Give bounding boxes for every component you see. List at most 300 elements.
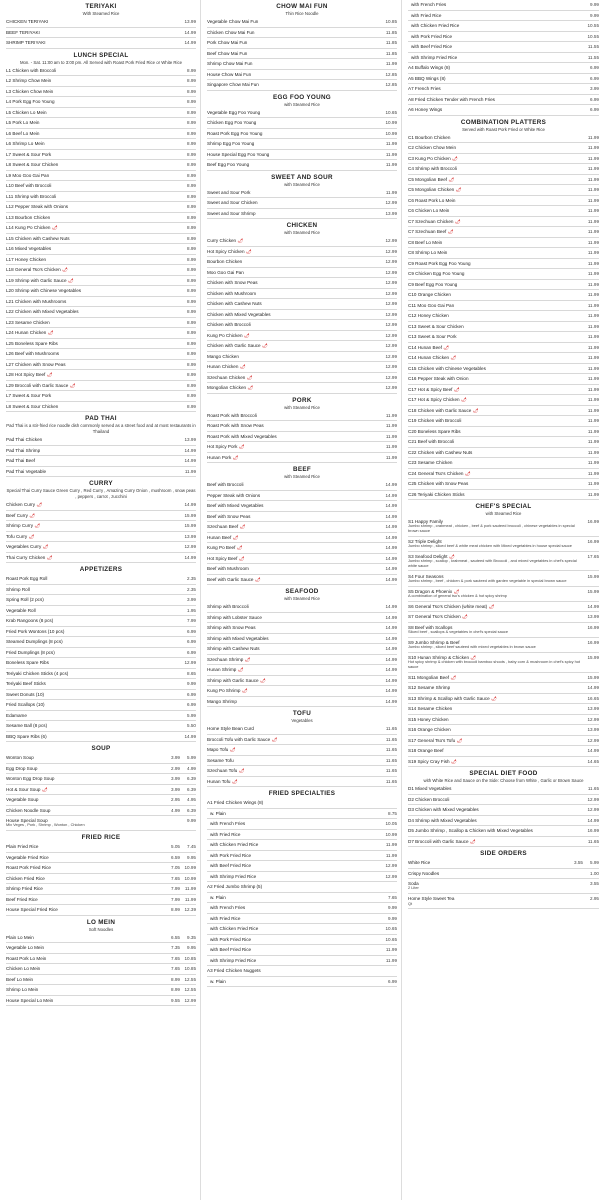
menu-item[interactable] [6, 181, 196, 192]
menu-item[interactable] [408, 248, 599, 259]
menu-item[interactable] [6, 318, 196, 329]
menu-item[interactable] [6, 764, 196, 775]
menu-item[interactable] [207, 198, 397, 209]
menu-item[interactable] [207, 236, 397, 247]
menu-item[interactable] [408, 301, 599, 312]
menu-item[interactable] [6, 721, 196, 732]
menu-item[interactable] [6, 785, 196, 796]
menu-item[interactable] [408, 571, 599, 586]
menu-item[interactable] [207, 28, 397, 39]
menu-item[interactable] [408, 133, 599, 144]
menu-item[interactable] [6, 108, 196, 119]
menu-item[interactable] [408, 805, 599, 816]
menu-item-price: 11.55 [587, 54, 599, 60]
menu-item[interactable] [207, 59, 397, 70]
menu-item[interactable] [408, 32, 599, 43]
menu-item[interactable] [207, 501, 397, 512]
menu-item[interactable] [207, 613, 397, 624]
menu-item[interactable] [207, 49, 397, 60]
menu-item[interactable] [6, 286, 196, 297]
menu-item[interactable] [6, 669, 196, 680]
menu-item-price: 11.99 [587, 418, 599, 424]
menu-item[interactable] [207, 533, 397, 544]
menu-item[interactable] [6, 213, 196, 224]
menu-item[interactable] [408, 374, 599, 385]
menu-item-name: Vegetable Lo Mein [6, 945, 45, 951]
menu-item[interactable] [408, 837, 599, 848]
menu-item[interactable] [408, 332, 599, 343]
menu-item[interactable] [6, 774, 196, 785]
menu-item-name: Beef with Broccoli [207, 482, 244, 488]
menu-item[interactable] [6, 202, 196, 213]
menu-item[interactable] [207, 320, 397, 331]
menu-item[interactable] [408, 694, 599, 705]
menu-item[interactable] [207, 522, 397, 533]
menu-item[interactable] [6, 711, 196, 722]
menu-item[interactable] [408, 602, 599, 613]
menu-item[interactable] [6, 38, 196, 49]
menu-item[interactable] [408, 206, 599, 217]
menu-item-price: 11.99 [385, 957, 397, 963]
menu-item[interactable] [6, 606, 196, 617]
menu-item[interactable] [207, 108, 397, 119]
menu-item[interactable] [408, 238, 599, 249]
menu-item[interactable] [408, 757, 599, 768]
menu-item[interactable] [6, 964, 196, 975]
menu-item[interactable] [207, 383, 397, 394]
menu-item-cell [207, 625, 381, 630]
menu-item[interactable] [207, 341, 397, 352]
menu-item[interactable] [207, 819, 397, 830]
menu-item[interactable] [6, 648, 196, 659]
menu-item[interactable] [6, 658, 196, 669]
menu-item-price: 11.99 [587, 176, 599, 182]
menu-item[interactable] [207, 80, 397, 91]
menu-item[interactable] [408, 105, 599, 116]
menu-item[interactable] [408, 95, 599, 106]
menu-item[interactable] [6, 467, 196, 478]
menu-item[interactable] [6, 276, 196, 287]
menu-item-name: Home Style Bean Curd [207, 726, 254, 732]
menu-item[interactable] [207, 914, 397, 925]
menu-item[interactable] [6, 17, 196, 28]
menu-item[interactable] [207, 724, 397, 735]
menu-item[interactable] [6, 28, 196, 39]
menu-item[interactable] [6, 753, 196, 764]
menu-item[interactable] [6, 521, 196, 532]
menu-item[interactable] [6, 574, 196, 585]
menu-item[interactable] [207, 830, 397, 841]
menu-item[interactable] [6, 700, 196, 711]
menu-item-cell [408, 655, 583, 670]
menu-item[interactable] [207, 872, 397, 883]
menu-item-cell [207, 747, 381, 752]
menu-item[interactable] [408, 343, 599, 354]
menu-item[interactable] [408, 154, 599, 165]
menu-item[interactable] [207, 373, 397, 384]
menu-item[interactable] [207, 278, 397, 289]
menu-item[interactable] [207, 945, 397, 956]
menu-item[interactable] [207, 129, 397, 140]
menu-item[interactable] [207, 966, 397, 977]
menu-item[interactable] [6, 874, 196, 885]
menu-item[interactable] [408, 858, 599, 869]
menu-item[interactable] [408, 683, 599, 694]
menu-item-name: C9 Chicken Egg Foo Young [408, 271, 465, 277]
menu-item[interactable] [207, 491, 397, 502]
menu-item[interactable] [6, 954, 196, 965]
menu-item[interactable] [408, 552, 599, 572]
menu-item[interactable] [408, 479, 599, 490]
menu-item[interactable] [408, 826, 599, 837]
menu-item-name: Sweet Donuts (10) [6, 691, 45, 697]
menu-item[interactable] [408, 259, 599, 270]
menu-item[interactable] [6, 370, 196, 381]
chili-pepper-icon: 🌶 [447, 176, 455, 182]
menu-item[interactable] [408, 517, 599, 537]
menu-item[interactable] [207, 924, 397, 935]
menu-item[interactable] [408, 673, 599, 684]
menu-item[interactable] [6, 255, 196, 266]
menu-item[interactable] [207, 17, 397, 28]
menu-item-cell [6, 713, 180, 718]
menu-item[interactable] [6, 435, 196, 446]
menu-item[interactable] [408, 227, 599, 238]
menu-item[interactable] [408, 42, 599, 53]
menu-item-name: D4 Shrimp with Mixed Vegetables [408, 817, 477, 823]
menu-item[interactable] [207, 665, 397, 676]
menu-item[interactable] [6, 996, 196, 1007]
menu-item[interactable] [408, 612, 599, 623]
menu-item[interactable] [6, 616, 196, 627]
menu-item-name: Soda [408, 881, 419, 887]
menu-item[interactable] [207, 432, 397, 443]
menu-item-name: Shrimp with Mixed Vegetables [207, 635, 269, 641]
menu-item[interactable] [408, 395, 599, 406]
menu-item[interactable] [6, 381, 196, 392]
menu-item-price: 10.99 [385, 831, 397, 837]
menu-item-cell [408, 198, 583, 203]
menu-item-cell [6, 215, 180, 220]
menu-item[interactable] [207, 903, 397, 914]
menu-item[interactable] [207, 453, 397, 464]
menu-item[interactable] [6, 307, 196, 318]
menu-item[interactable] [408, 53, 599, 64]
menu-item-price-small: 3.99 [171, 776, 180, 782]
menu-item[interactable] [6, 171, 196, 182]
menu-item-name: L7 Sweet & Sour Pork [6, 393, 52, 399]
section-subtitle: Special Thai Curry Sauce Green Curry , Red Curry , Amazing Curry Onion , mushroom , snow peas , peppers , carrot , zucchini [6, 488, 196, 499]
menu-item[interactable] [207, 421, 397, 432]
menu-item[interactable] [6, 244, 196, 255]
menu-item-name: C4 Shrimp with Broccoli [408, 166, 457, 172]
menu-item[interactable] [207, 756, 397, 767]
menu-item[interactable] [6, 118, 196, 129]
menu-item[interactable] [408, 704, 599, 715]
menu-item[interactable] [6, 690, 196, 701]
menu-item-name: Mango Shrimp [207, 698, 237, 704]
menu-item[interactable] [6, 943, 196, 954]
menu-item-price-large: 12.55 [184, 976, 196, 982]
menu-item[interactable] [6, 933, 196, 944]
menu-item[interactable] [207, 150, 397, 161]
menu-item-price: 11.99 [587, 397, 599, 403]
menu-item[interactable] [408, 143, 599, 154]
menu-item[interactable] [6, 76, 196, 87]
menu-item[interactable] [408, 869, 599, 880]
menu-item[interactable] [207, 118, 397, 129]
menu-item[interactable] [6, 192, 196, 203]
menu-item[interactable] [6, 585, 196, 596]
menu-item[interactable] [207, 188, 397, 199]
menu-item[interactable] [408, 715, 599, 726]
menu-item[interactable] [207, 331, 397, 342]
menu-item[interactable] [207, 676, 397, 687]
menu-item[interactable] [207, 861, 397, 872]
menu-item[interactable] [408, 21, 599, 32]
menu-item[interactable] [408, 537, 599, 552]
menu-item[interactable] [408, 458, 599, 469]
menu-item[interactable] [207, 299, 397, 310]
menu-item-cell [207, 82, 381, 87]
menu-item[interactable] [207, 697, 397, 708]
menu-item[interactable] [408, 416, 599, 427]
menu-item[interactable] [6, 446, 196, 457]
menu-item[interactable] [408, 196, 599, 207]
menu-item[interactable] [6, 842, 196, 853]
menu-item-price-large: 9.99 [187, 818, 196, 824]
menu-item[interactable] [408, 894, 599, 909]
menu-item[interactable] [6, 595, 196, 606]
menu-item[interactable] [408, 84, 599, 95]
menu-item[interactable] [6, 542, 196, 553]
menu-item[interactable] [6, 627, 196, 638]
menu-item-price-small: 7.35 [171, 945, 180, 951]
menu-item[interactable] [6, 853, 196, 864]
menu-item-name: Pad Thai Beef [6, 458, 36, 464]
menu-item[interactable] [6, 500, 196, 511]
menu-item[interactable] [6, 349, 196, 360]
menu-item[interactable] [408, 490, 599, 501]
menu-item[interactable] [6, 895, 196, 906]
menu-item-cell [6, 608, 180, 613]
menu-item[interactable] [6, 160, 196, 171]
menu-item-price-large: 9.95 [187, 854, 196, 860]
menu-item[interactable] [6, 339, 196, 350]
menu-item[interactable] [6, 360, 196, 371]
menu-item[interactable] [207, 554, 397, 565]
menu-item[interactable] [408, 437, 599, 448]
menu-item-price: 11.85 [385, 50, 397, 56]
menu-item-price-large: 10.99 [184, 875, 196, 881]
menu-item-price-large: 12.55 [184, 987, 196, 993]
menu-item[interactable] [6, 816, 196, 831]
menu-item[interactable] [408, 406, 599, 417]
menu-item[interactable] [207, 893, 397, 904]
menu-item[interactable] [207, 352, 397, 363]
menu-item[interactable] [6, 150, 196, 161]
menu-item[interactable] [408, 623, 599, 638]
menu-item[interactable] [6, 328, 196, 339]
menu-item[interactable] [408, 587, 599, 602]
menu-item[interactable] [6, 975, 196, 986]
menu-item[interactable] [6, 679, 196, 690]
menu-item[interactable] [6, 795, 196, 806]
menu-item[interactable] [6, 66, 196, 77]
menu-item[interactable] [408, 736, 599, 747]
menu-item[interactable] [6, 905, 196, 916]
chili-pepper-icon: 🌶 [463, 470, 471, 476]
menu-section [207, 91, 397, 171]
menu-item[interactable] [6, 637, 196, 648]
menu-item[interactable] [408, 217, 599, 228]
menu-item-cell [408, 177, 583, 182]
menu-item-price: 8.99 [187, 382, 196, 388]
menu-item[interactable] [207, 655, 397, 666]
menu-item[interactable] [408, 185, 599, 196]
menu-item-price: 11.99 [587, 134, 599, 140]
menu-item[interactable] [408, 816, 599, 827]
menu-item[interactable] [408, 353, 599, 364]
menu-item[interactable] [207, 623, 397, 634]
menu-item[interactable] [207, 70, 397, 81]
menu-item[interactable] [207, 686, 397, 697]
menu-item[interactable] [207, 882, 397, 893]
menu-item[interactable] [207, 442, 397, 453]
menu-item[interactable] [207, 257, 397, 268]
menu-item[interactable] [6, 985, 196, 996]
menu-item[interactable] [408, 784, 599, 795]
menu-item[interactable] [408, 74, 599, 85]
menu-item[interactable] [6, 297, 196, 308]
menu-item-price: 11.99 [587, 229, 599, 235]
menu-item[interactable] [408, 795, 599, 806]
menu-item-name: Pad Thai Vegetable [6, 468, 47, 474]
menu-item[interactable] [408, 63, 599, 74]
menu-item[interactable] [207, 512, 397, 523]
menu-item-cell [207, 270, 381, 275]
menu-item[interactable] [6, 806, 196, 817]
menu-item[interactable] [207, 798, 397, 809]
menu-item[interactable] [6, 456, 196, 467]
menu-item[interactable] [6, 223, 196, 234]
menu-item[interactable] [6, 391, 196, 402]
menu-item[interactable] [207, 38, 397, 49]
menu-item-price: 11.99 [587, 334, 599, 340]
menu-item[interactable] [408, 164, 599, 175]
menu-item[interactable] [6, 97, 196, 108]
menu-item[interactable] [207, 840, 397, 851]
menu-item[interactable] [408, 280, 599, 291]
menu-item[interactable] [408, 746, 599, 757]
menu-item[interactable] [408, 725, 599, 736]
menu-item[interactable] [408, 175, 599, 186]
menu-item[interactable] [408, 879, 599, 894]
chili-pepper-icon: 🌶 [27, 533, 35, 539]
menu-item-cell [408, 460, 583, 465]
menu-item[interactable] [207, 543, 397, 554]
menu-item[interactable] [408, 638, 599, 653]
menu-item[interactable] [207, 644, 397, 655]
menu-item[interactable] [207, 310, 397, 321]
menu-item-cell [207, 699, 381, 704]
menu-item-price: 12.99 [385, 353, 397, 359]
menu-item-price: 6.99 [590, 65, 599, 71]
menu-item-name: Sweet and Sour Pork [207, 189, 251, 195]
menu-item[interactable] [6, 884, 196, 895]
menu-item[interactable] [207, 766, 397, 777]
menu-item[interactable] [6, 265, 196, 276]
menu-item[interactable] [207, 851, 397, 862]
menu-item-price: 11.99 [587, 302, 599, 308]
menu-item-name: Sesame Tofu [207, 757, 234, 763]
menu-item[interactable] [408, 11, 599, 22]
menu-item[interactable] [6, 532, 196, 543]
menu-item[interactable] [6, 732, 196, 743]
menu-item[interactable] [207, 777, 397, 788]
menu-item-name: C5 Mongolian Beef [408, 176, 448, 182]
menu-item[interactable] [408, 364, 599, 375]
menu-item[interactable] [207, 160, 397, 171]
menu-item[interactable] [207, 247, 397, 258]
menu-item[interactable] [6, 402, 196, 413]
menu-item[interactable] [408, 311, 599, 322]
menu-item[interactable] [408, 653, 599, 673]
menu-item[interactable] [207, 411, 397, 422]
menu-item[interactable] [6, 553, 196, 564]
menu-item[interactable] [6, 234, 196, 245]
menu-item[interactable] [6, 129, 196, 140]
menu-item[interactable] [6, 139, 196, 150]
menu-item[interactable] [408, 269, 599, 280]
menu-item[interactable] [207, 209, 397, 220]
menu-item[interactable] [207, 362, 397, 373]
menu-item[interactable] [6, 511, 196, 522]
menu-item-price-large: 9.35 [187, 934, 196, 940]
menu-item[interactable] [408, 290, 599, 301]
menu-item-price: 8.99 [187, 130, 196, 136]
menu-item[interactable] [207, 977, 397, 988]
menu-item[interactable] [207, 268, 397, 279]
menu-item[interactable] [207, 480, 397, 491]
menu-item[interactable] [6, 863, 196, 874]
menu-section [207, 219, 397, 394]
menu-item-cell [207, 423, 381, 428]
menu-item[interactable] [6, 87, 196, 98]
menu-item[interactable] [207, 564, 397, 575]
menu-item[interactable] [408, 448, 599, 459]
menu-item-price-small: 3.55 [574, 860, 583, 866]
menu-item[interactable] [207, 735, 397, 746]
menu-item[interactable] [207, 602, 397, 613]
menu-item-cell [207, 958, 381, 963]
menu-item[interactable] [207, 575, 397, 586]
menu-item[interactable] [207, 139, 397, 150]
menu-item[interactable] [408, 469, 599, 480]
menu-item[interactable] [408, 0, 599, 11]
menu-item[interactable] [207, 289, 397, 300]
menu-item[interactable] [408, 427, 599, 438]
menu-item[interactable] [207, 809, 397, 820]
menu-item[interactable] [207, 745, 397, 756]
menu-item[interactable] [207, 956, 397, 967]
menu-item[interactable] [408, 322, 599, 333]
menu-item-cell [408, 727, 583, 732]
menu-item[interactable] [207, 634, 397, 645]
menu-item[interactable] [408, 385, 599, 396]
menu-item-name: with French Fries [411, 2, 447, 8]
menu-item[interactable] [207, 935, 397, 946]
